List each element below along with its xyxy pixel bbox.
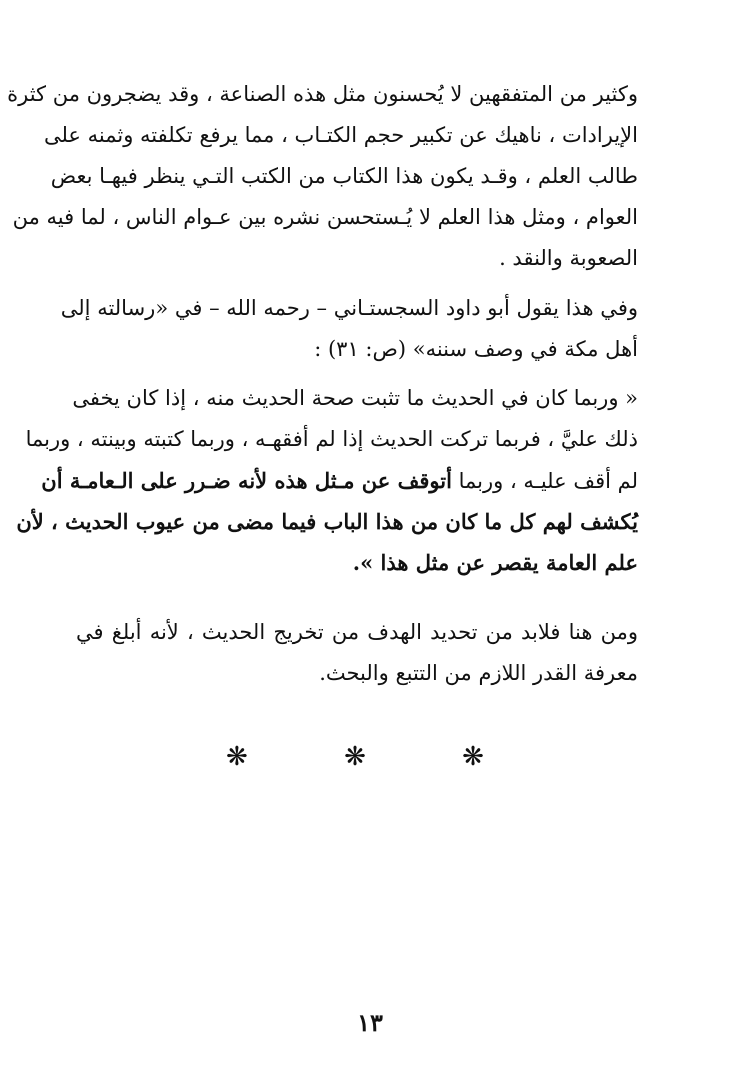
text-line: أهل مكة في وصف سننه» (ص: ٣١) : <box>314 337 638 361</box>
page-number: ١٣ <box>357 1008 383 1037</box>
star-ornament-icon: ❋ <box>344 742 396 772</box>
paragraph-1 <box>7 74 638 279</box>
text-line: معرفة القدر اللازم من التتبع والبحث. <box>319 661 638 685</box>
text-line: الإيرادات ، ناهيك عن تكبير حجم الكتـاب ، مما يرفع تكلفته وثمنه على <box>43 123 638 147</box>
bold-text-line: يُكشف لهم كل ما كان من هذا الباب فيما مضى من عيوب الحديث ، لأن <box>16 509 638 534</box>
text-line: ذلك عليَّ ، فربما تركت الحديث إذا لم أفقهـه ، وربما كتبته وبينته ، وربما <box>25 427 638 451</box>
text-line: ومن هنا فلابد من تحديد الهدف من تخريج الحديث ، لأنه أبلغ في <box>76 620 638 644</box>
star-ornament-icon: ❋ <box>226 742 278 772</box>
text-line: وكثير من المتفقهين لا يُحسنون مثل هذه الصناعة ، وقد يضجرون من كثرة <box>7 82 638 106</box>
text-line: « وربما كان في الحديث ما تثبت صحة الحديث منه ، إذا كان يخفى <box>72 386 638 410</box>
section-separator <box>0 742 740 772</box>
paragraph-2 <box>60 288 638 370</box>
text-line: طالب العلم ، وقـد يكون هذا الكتاب من الكتب التـي ينظر فيهـا بعض <box>50 164 638 188</box>
paragraph-4 <box>76 612 638 694</box>
plain-segment: لم أقف عليـه ، وربما <box>451 469 638 493</box>
star-ornament-icon: ❋ <box>462 742 514 772</box>
text-line: العوام ، ومثل هذا العلم لا يُـستحسن نشره بين عـوام الناس ، لما فيه من <box>12 205 638 229</box>
quote-paragraph <box>16 378 638 583</box>
text-line: وفي هذا يقول أبو داود السجستـاني – رحمه الله – في «رسالته إلى <box>60 296 638 320</box>
bold-segment: أتوقف عن مـثل هذه لأنه ضـرر على الـعامـة أن <box>41 468 452 493</box>
mixed-text-line <box>41 460 638 501</box>
bold-text-line: علم العامة يقصر عن مثل هذا ». <box>352 550 638 575</box>
text-line: الصعوبة والنقد . <box>499 246 638 270</box>
